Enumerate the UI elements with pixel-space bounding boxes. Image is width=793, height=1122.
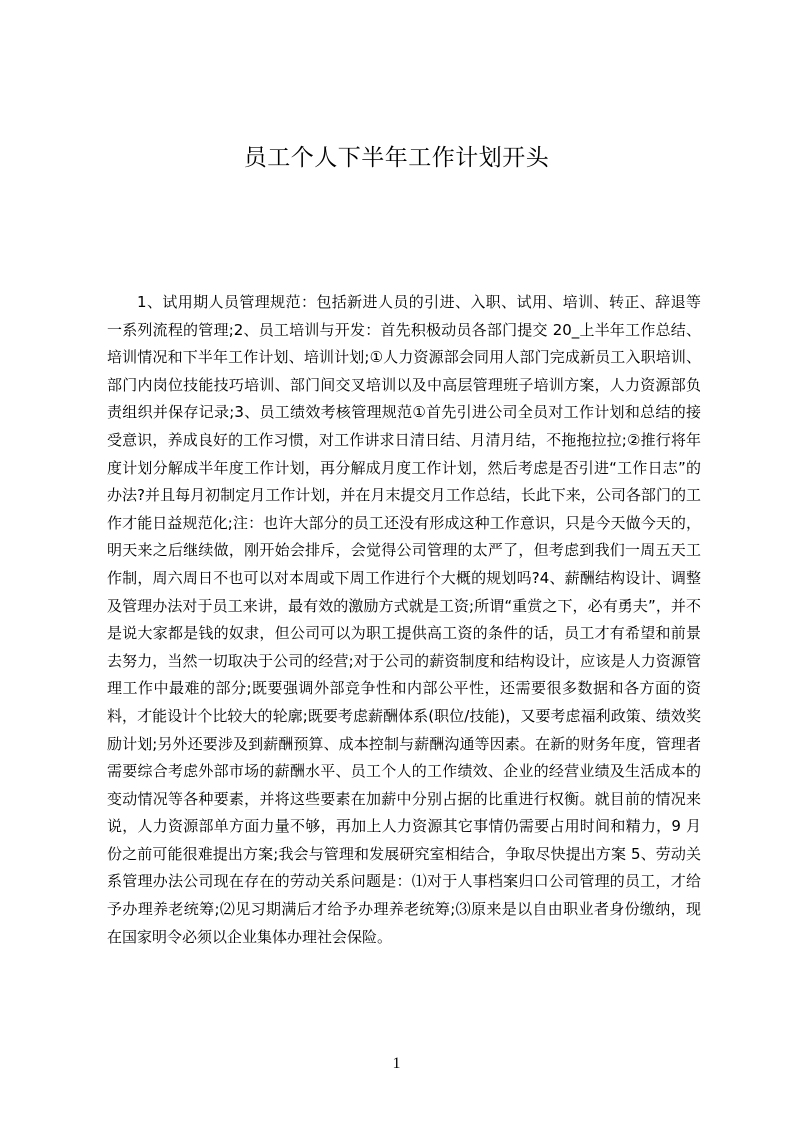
body-paragraph: 1、试用期人员管理规范：包括新进人员的引进、入职、试用、培训、转正、辞退等一系列流程的管理;2、员工培训与开发：首先积极动员各部门提交 20_上半年工作总结、培训情况和下半年工作计划、培训计划;①人力资源部会同用人部门完成新员工入职培训、部门内岗位技能技巧培训、部门间交叉培训以及中高层管理班子培训方案，人力资源部负责组织并保存记录;3、员工绩效考核管理规范①首先引进公司全员对工作计划和总结的接受意识，养成良好的工作习惯，对工作讲求日清日结、月清月结，不拖拖拉拉;②推行将年度计划分解成半年度工作计划，再分解成月度工作计划，然后考虑是否引进“工作日志”的办法?并且每月初制定月工作计划，并在月末提交月工作总结，长此下来，公司各部门的工作才能日益规范化;注：也许大部分的员工还没有形成这种工作意识，只是今天做今天的，明天来之后继续做，刚开始会排斥，会觉得公司管理的太严了，但考虑到我们一周五天工作制，周六周日不也可以对本周或下周工作进行个大概的规划吗?4、薪酬结构设计、调整及管理办法对于员工来讲，最有效的激励方式就是工资;所谓“重赏之下，必有勇夫”，并不是说大家都是钱的奴隶，但公司可以为职工提供高工资的条件的话，员工才有希望和前景去努力，当然一切取决于公司的经营;对于公司的薪资制度和结构设计，应该是人力资源管理工作中最难的部分;既要强调外部竞争性和内部公平性，还需要很多数据和各方面的资料，才能设计个比较大的轮廓;既要考虑薪酬体系(职位/技能)，又要考虑福利政策、绩效奖励计划;另外还要涉及到薪酬预算、成本控制与薪酬沟通等因素。在新的财务年度，管理者需要综合考虑外部市场的薪酬水平、员工个人的工作绩效、企业的经营业绩及生活成本的变动情况等各种要素，并将这些要素在加薪中分别占据的比重进行权衡。就目前的情况来说，人力资源部单方面力量不够，再加上人力资源其它事情仍需要占用时间和精力，9 月份之前可能很难提出方案;我会与管理和发展研究室相结合，争取尽快提出方案 5、劳动关系管理办法公司现在存在的劳动关系问题是：⑴对于人事档案归口公司管理的员工，才给予办理养老统筹;⑵见习期满后才给予办理养老统筹;⑶原来是以自由职业者身份缴纳，现在国家明令必须以企业集体办理社会保险。 <box>107 293 701 946</box>
page-title: 员工个人下半年工作计划开头 <box>243 145 550 171</box>
page-number: 1 <box>392 1055 401 1072</box>
